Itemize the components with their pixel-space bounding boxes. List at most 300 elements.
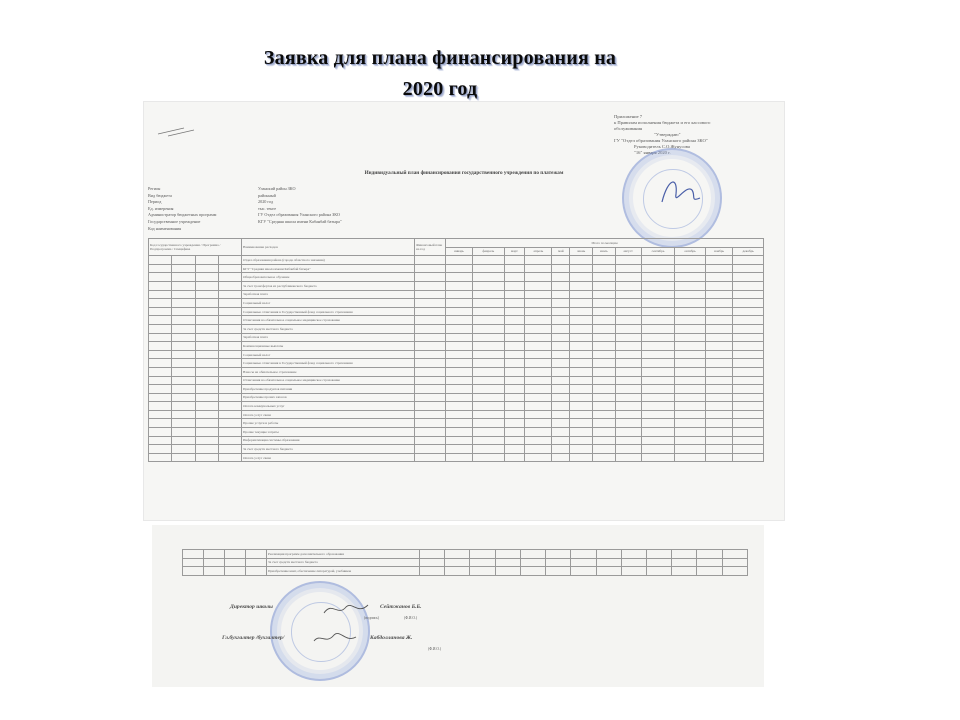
value-cell <box>525 264 552 273</box>
value-cell <box>446 376 473 385</box>
value-cell <box>504 264 525 273</box>
value-cell <box>596 558 621 567</box>
value-cell <box>415 324 446 333</box>
code-cell <box>195 419 218 428</box>
accountant-signature <box>312 629 362 649</box>
value-cell <box>552 299 570 308</box>
value-cell <box>525 333 552 342</box>
value-cell <box>722 550 747 559</box>
value-cell <box>705 333 733 342</box>
code-cell <box>195 428 218 437</box>
director-signature <box>322 599 372 619</box>
value-cell <box>525 299 552 308</box>
meta-key: Код наименования <box>148 225 182 231</box>
code-cell <box>149 324 172 333</box>
approval-line: "Утверждаю" <box>654 132 681 137</box>
value-cell <box>525 385 552 394</box>
code-cell <box>172 428 195 437</box>
value-cell <box>570 342 593 351</box>
value-cell <box>552 393 570 402</box>
value-cell <box>705 316 733 325</box>
value-cell <box>446 445 473 454</box>
value-cell <box>733 290 764 299</box>
code-cell <box>195 410 218 419</box>
table-row <box>149 324 764 333</box>
value-cell <box>570 264 593 273</box>
code-cell <box>225 550 246 559</box>
value-cell <box>473 350 504 359</box>
meta-key: Период <box>148 199 162 205</box>
code-cell <box>246 567 267 576</box>
row-label: Приобретение книг, обеспечение литературой, учебников <box>267 567 420 576</box>
value-cell <box>525 316 552 325</box>
value-cell <box>733 419 764 428</box>
value-cell <box>593 299 615 308</box>
value-cell <box>733 316 764 325</box>
value-cell <box>552 428 570 437</box>
header-cell: Финансовый план на год <box>415 239 446 256</box>
value-cell <box>705 393 733 402</box>
value-cell <box>675 299 705 308</box>
value-cell <box>415 393 446 402</box>
value-cell <box>675 445 705 454</box>
value-cell <box>570 333 593 342</box>
value-cell <box>415 367 446 376</box>
value-cell <box>446 453 473 462</box>
value-cell <box>415 299 446 308</box>
code-cell <box>195 299 218 308</box>
value-cell <box>473 264 504 273</box>
code-cell <box>149 393 172 402</box>
value-cell <box>495 567 520 576</box>
value-cell <box>593 290 615 299</box>
value-cell <box>473 359 504 368</box>
approval-line: "16" января 2020 г. <box>634 150 671 155</box>
value-cell <box>415 350 446 359</box>
value-cell <box>504 393 525 402</box>
value-cell <box>473 281 504 290</box>
value-cell <box>570 436 593 445</box>
month-header: июль <box>593 247 615 256</box>
code-cell <box>149 367 172 376</box>
value-cell <box>675 402 705 411</box>
code-cell <box>195 307 218 316</box>
value-cell <box>571 567 596 576</box>
value-cell <box>641 333 675 342</box>
code-cell <box>149 428 172 437</box>
value-cell <box>675 316 705 325</box>
value-cell <box>722 567 747 576</box>
value-cell <box>697 550 722 559</box>
value-cell <box>615 402 641 411</box>
code-cell <box>172 436 195 445</box>
value-cell <box>525 367 552 376</box>
value-cell <box>525 256 552 265</box>
value-cell <box>672 550 697 559</box>
code-cell <box>172 299 195 308</box>
value-cell <box>552 359 570 368</box>
value-cell <box>570 445 593 454</box>
approval-line: Приложение 7 <box>614 114 643 119</box>
meta-value <box>258 226 508 233</box>
value-cell <box>705 264 733 273</box>
value-cell <box>570 290 593 299</box>
month-header: февраль <box>473 247 504 256</box>
value-cell <box>705 350 733 359</box>
value-cell <box>705 273 733 282</box>
code-cell <box>204 567 225 576</box>
value-cell <box>504 385 525 394</box>
value-cell <box>615 281 641 290</box>
code-cell <box>218 402 241 411</box>
row-label: Социальный налог <box>242 350 415 359</box>
value-cell <box>705 410 733 419</box>
code-cell <box>149 281 172 290</box>
row-label: Прочие услуги и работы <box>242 419 415 428</box>
code-cell <box>218 359 241 368</box>
code-cell <box>195 402 218 411</box>
value-cell <box>504 419 525 428</box>
code-cell <box>172 324 195 333</box>
value-cell <box>675 256 705 265</box>
value-cell <box>570 316 593 325</box>
value-cell <box>446 273 473 282</box>
accountant-name: Кабдолланова Ж. <box>370 635 413 641</box>
code-cell <box>195 436 218 445</box>
value-cell <box>504 273 525 282</box>
value-cell <box>733 410 764 419</box>
value-cell <box>415 307 446 316</box>
code-cell <box>172 367 195 376</box>
code-cell <box>149 256 172 265</box>
value-cell <box>615 393 641 402</box>
value-cell <box>473 256 504 265</box>
value-cell <box>705 376 733 385</box>
row-label: Отчисления на обязательное социальное медицинское страхование <box>242 376 415 385</box>
value-cell <box>552 256 570 265</box>
value-cell <box>525 419 552 428</box>
code-cell <box>218 376 241 385</box>
table-row <box>149 419 764 428</box>
code-cell <box>149 350 172 359</box>
table-row <box>149 281 764 290</box>
approval-line: к Правилам исполнения бюджета и его кассового <box>614 120 711 125</box>
row-label: За счет средств местного бюджета <box>267 558 420 567</box>
code-cell <box>246 558 267 567</box>
value-cell <box>593 428 615 437</box>
value-cell <box>504 428 525 437</box>
table-row <box>149 256 764 265</box>
value-cell <box>525 410 552 419</box>
value-cell <box>733 256 764 265</box>
code-cell <box>149 410 172 419</box>
value-cell <box>446 393 473 402</box>
value-cell <box>446 342 473 351</box>
slide-title-line2: 2020 год <box>402 78 478 100</box>
value-cell <box>570 281 593 290</box>
table-row <box>149 299 764 308</box>
value-cell <box>570 367 593 376</box>
table-row <box>149 393 764 402</box>
table-row <box>149 385 764 394</box>
value-cell <box>504 402 525 411</box>
approval-line: обслуживания <box>614 126 643 131</box>
value-cell <box>596 550 621 559</box>
value-cell <box>495 550 520 559</box>
value-cell <box>504 342 525 351</box>
code-cell <box>195 445 218 454</box>
value-cell <box>525 290 552 299</box>
value-cell <box>504 367 525 376</box>
value-cell <box>552 281 570 290</box>
value-cell <box>570 324 593 333</box>
value-cell <box>675 324 705 333</box>
row-label: Отдел образования района (города областного значения) <box>242 256 415 265</box>
value-cell <box>705 428 733 437</box>
value-cell <box>593 342 615 351</box>
code-cell <box>172 264 195 273</box>
code-cell <box>195 453 218 462</box>
value-cell <box>733 342 764 351</box>
value-cell <box>415 273 446 282</box>
value-cell <box>593 436 615 445</box>
code-cell <box>172 445 195 454</box>
code-cell <box>195 256 218 265</box>
director-name: Сейтжанов Б.Б. <box>380 604 422 610</box>
value-cell <box>504 281 525 290</box>
code-cell <box>218 436 241 445</box>
value-cell <box>446 290 473 299</box>
value-cell <box>473 419 504 428</box>
value-cell <box>675 290 705 299</box>
value-cell <box>552 333 570 342</box>
value-cell <box>641 445 675 454</box>
value-cell <box>593 385 615 394</box>
code-cell <box>149 273 172 282</box>
value-cell <box>415 410 446 419</box>
value-cell <box>615 333 641 342</box>
value-cell <box>675 410 705 419</box>
value-cell <box>504 299 525 308</box>
value-cell <box>415 316 446 325</box>
row-label: КГУ "Средняя школа имени Кабанбай батыра" <box>242 264 415 273</box>
month-header: декабрь <box>733 247 764 256</box>
code-cell <box>195 333 218 342</box>
value-cell <box>615 410 641 419</box>
value-cell <box>646 567 671 576</box>
code-cell <box>149 264 172 273</box>
value-cell <box>552 453 570 462</box>
value-cell <box>446 419 473 428</box>
code-cell <box>183 567 204 576</box>
value-cell <box>473 316 504 325</box>
value-cell <box>733 281 764 290</box>
value-cell <box>675 307 705 316</box>
value-cell <box>733 350 764 359</box>
value-cell <box>705 359 733 368</box>
value-cell <box>641 299 675 308</box>
value-cell <box>570 402 593 411</box>
value-cell <box>415 436 446 445</box>
value-cell <box>525 445 552 454</box>
value-cell <box>641 307 675 316</box>
value-cell <box>733 428 764 437</box>
value-cell <box>446 367 473 376</box>
approval-block <box>614 114 774 156</box>
value-cell <box>415 428 446 437</box>
value-cell <box>415 264 446 273</box>
value-cell <box>570 428 593 437</box>
table-header-row <box>149 239 764 248</box>
value-cell <box>415 342 446 351</box>
value-cell <box>615 359 641 368</box>
meta-key: Ед. измерения <box>148 205 174 211</box>
code-cell <box>149 436 172 445</box>
value-cell <box>593 316 615 325</box>
row-label: Оплата услуг связи <box>242 453 415 462</box>
row-label: Компенсационные выплаты <box>242 342 415 351</box>
value-cell <box>415 256 446 265</box>
code-cell <box>195 273 218 282</box>
code-cell <box>149 316 172 325</box>
value-cell <box>552 376 570 385</box>
code-cell <box>172 342 195 351</box>
value-cell <box>733 299 764 308</box>
code-cell <box>218 299 241 308</box>
month-header: июнь <box>570 247 593 256</box>
value-cell <box>504 436 525 445</box>
value-cell <box>675 342 705 351</box>
value-cell <box>641 256 675 265</box>
value-cell <box>495 558 520 567</box>
value-cell <box>641 264 675 273</box>
value-cell <box>615 385 641 394</box>
value-cell <box>675 453 705 462</box>
code-cell <box>149 333 172 342</box>
code-cell <box>225 567 246 576</box>
value-cell <box>570 273 593 282</box>
meta-key: Вид бюджета <box>148 192 172 198</box>
value-cell <box>571 558 596 567</box>
meta-value: районный <box>258 192 276 198</box>
value-cell <box>446 436 473 445</box>
value-cell <box>641 410 675 419</box>
value-cell <box>445 567 470 576</box>
value-cell <box>593 256 615 265</box>
row-label: Оплата коммунальных услуг <box>242 402 415 411</box>
value-cell <box>615 376 641 385</box>
value-cell <box>733 264 764 273</box>
value-cell <box>641 324 675 333</box>
code-cell <box>218 333 241 342</box>
document-title: Индивидуальный план финансирования государственного учреждения по платежам <box>364 170 564 176</box>
value-cell <box>615 290 641 299</box>
value-cell <box>473 333 504 342</box>
value-cell <box>615 445 641 454</box>
value-cell <box>446 281 473 290</box>
value-cell <box>621 558 646 567</box>
code-cell <box>183 550 204 559</box>
value-cell <box>570 393 593 402</box>
value-cell <box>733 273 764 282</box>
value-cell <box>570 419 593 428</box>
value-cell <box>593 350 615 359</box>
row-label: Отчисления на обязательное социальное медицинское страхование <box>242 316 415 325</box>
value-cell <box>570 453 593 462</box>
value-cell <box>570 307 593 316</box>
value-cell <box>552 316 570 325</box>
value-cell <box>615 299 641 308</box>
code-cell <box>195 264 218 273</box>
code-cell <box>172 359 195 368</box>
value-cell <box>641 385 675 394</box>
table-row <box>149 367 764 376</box>
code-cell <box>195 350 218 359</box>
value-cell <box>446 333 473 342</box>
value-cell <box>415 453 446 462</box>
value-cell <box>446 307 473 316</box>
value-cell <box>570 385 593 394</box>
code-cell <box>218 281 241 290</box>
code-cell <box>218 385 241 394</box>
code-cell <box>218 428 241 437</box>
value-cell <box>705 256 733 265</box>
table-row <box>149 445 764 454</box>
director-label: Директор школы <box>230 604 273 610</box>
signature-sub: (Ф.И.О.) <box>404 616 418 620</box>
value-cell <box>415 333 446 342</box>
value-cell <box>593 453 615 462</box>
row-label: Оплата услуг связи <box>242 410 415 419</box>
value-cell <box>473 290 504 299</box>
table-row <box>149 436 764 445</box>
value-cell <box>570 359 593 368</box>
value-cell <box>415 281 446 290</box>
code-cell <box>172 307 195 316</box>
value-cell <box>504 445 525 454</box>
value-cell <box>420 558 445 567</box>
value-cell <box>615 428 641 437</box>
code-cell <box>218 264 241 273</box>
value-cell <box>504 307 525 316</box>
value-cell <box>615 256 641 265</box>
month-header: ноябрь <box>705 247 733 256</box>
value-cell <box>593 264 615 273</box>
code-cell <box>172 316 195 325</box>
value-cell <box>415 290 446 299</box>
table-row <box>149 333 764 342</box>
value-cell <box>446 350 473 359</box>
value-cell <box>445 558 470 567</box>
code-cell <box>218 445 241 454</box>
code-cell <box>149 453 172 462</box>
meta-key: Регион <box>148 186 161 191</box>
value-cell <box>571 550 596 559</box>
code-cell <box>149 359 172 368</box>
value-cell <box>552 264 570 273</box>
code-cell <box>172 410 195 419</box>
value-cell <box>525 342 552 351</box>
value-cell <box>415 419 446 428</box>
value-cell <box>504 410 525 419</box>
value-cell <box>525 393 552 402</box>
value-cell <box>641 281 675 290</box>
value-cell <box>504 350 525 359</box>
value-cell <box>473 428 504 437</box>
value-cell <box>552 324 570 333</box>
value-cell <box>546 550 571 559</box>
value-cell <box>504 453 525 462</box>
